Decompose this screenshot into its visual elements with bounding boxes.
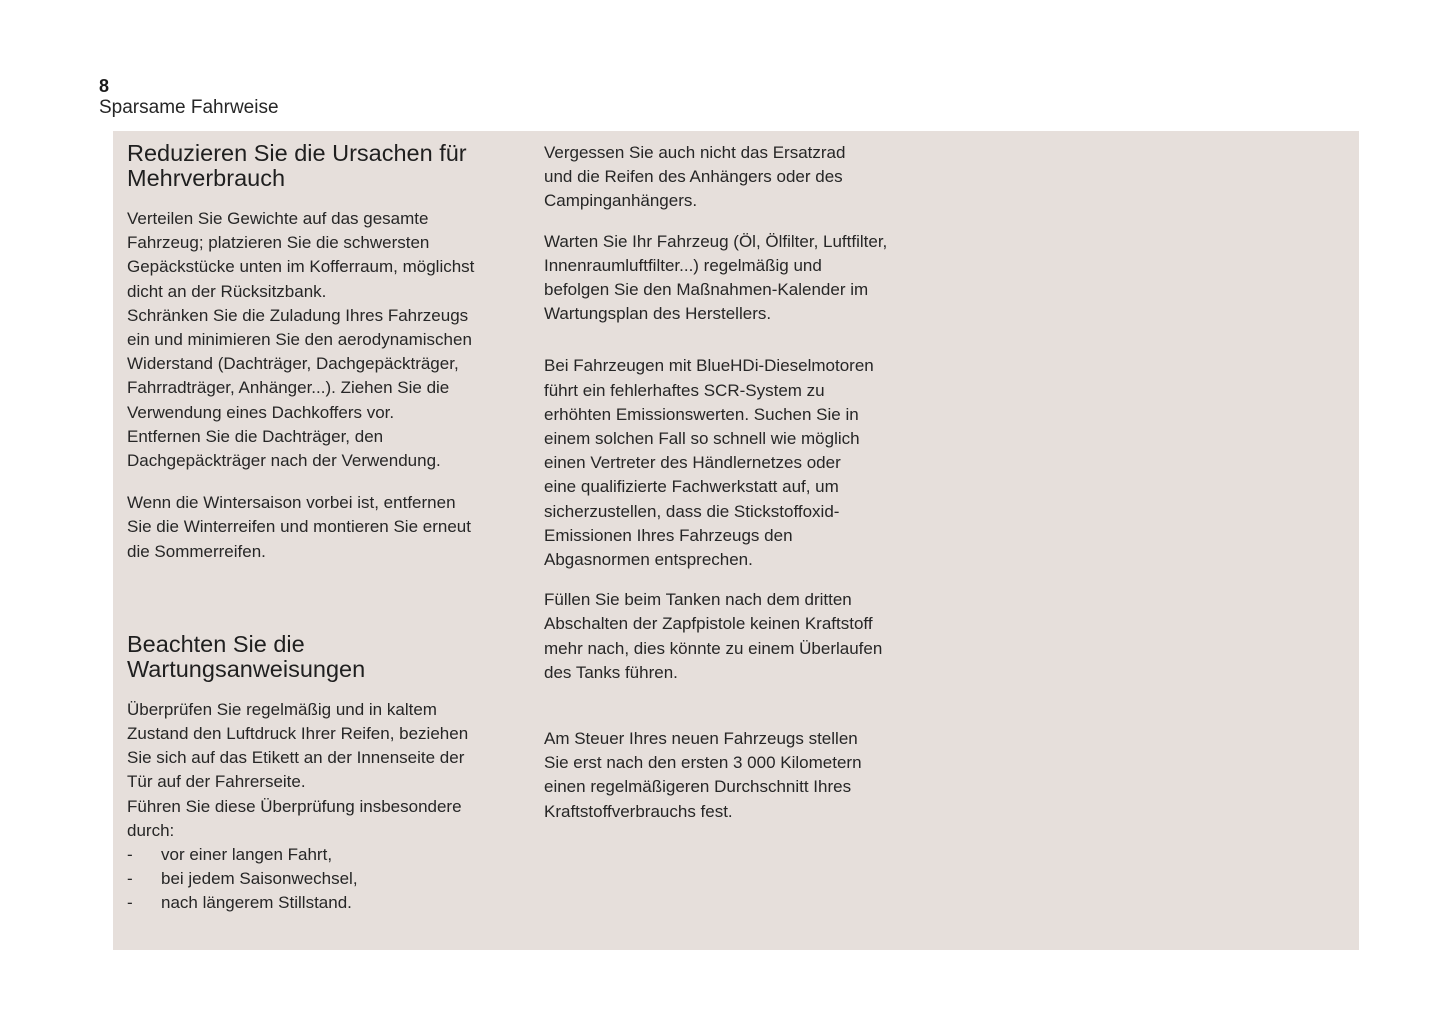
left-column — [127, 141, 522, 916]
text-line: Wartungsplan des Herstellers. — [544, 304, 772, 324]
text-line: Vergessen Sie auch nicht das Ersatzrad — [544, 143, 846, 162]
text-line: Zustand den Luftdruck Ihrer Reifen, beziehen — [127, 724, 469, 744]
paragraph-spare-wheel — [544, 141, 939, 214]
text-line: Dachgepäckträger nach der Verwendung. — [127, 451, 441, 471]
text-line: Kraftstoffverbrauchs fest. — [544, 801, 733, 821]
list-item: - nach längerem Stillstand. — [127, 891, 522, 915]
text-line: Verwendung eines Dachkoffers vor. — [127, 402, 395, 422]
text-line: Überprüfen Sie regelmäßig und in kaltem — [127, 699, 437, 719]
text-line: einem solchen Fall so schnell wie möglich — [544, 429, 860, 449]
text-line: befolgen Sie den Maßnahmen-Kalender im — [544, 280, 869, 300]
paragraph-winter-tyres — [127, 491, 522, 564]
text-line: Entfernen Sie die Dachträger, den — [127, 426, 384, 446]
text-line: die Sommerreifen. — [127, 541, 266, 561]
text-line: Abgasnormen entsprechen. — [544, 550, 753, 570]
tyre-check-list — [127, 843, 522, 916]
text-line: Fahrzeug; platzieren Sie die schwersten — [127, 233, 430, 253]
text-line: einen Vertreter des Händlernetzes oder — [544, 453, 841, 473]
text-line: erhöhten Emissionswerten. Suchen Sie in — [544, 404, 859, 424]
text-line: Tür auf der Fahrerseite. — [127, 772, 306, 792]
page-number: 8 — [99, 76, 110, 96]
text-line: Abschalten der Zapfpistole keinen Kraftstoff — [544, 614, 873, 634]
paragraph-new-vehicle — [544, 727, 939, 824]
text-line: Wenn die Wintersaison vorbei ist, entfernen — [127, 493, 456, 513]
text-line: Führen Sie diese Überprüfung insbesondere — [127, 796, 462, 816]
text-line: sicherzustellen, dass die Stickstoffoxid- — [544, 501, 840, 521]
text-line: Warten Sie Ihr Fahrzeug (Öl, Ölfilter, Luftfilter, — [544, 231, 888, 251]
text-line: Gepäckstücke unten im Kofferraum, möglichst — [127, 257, 475, 277]
list-item: - vor einer langen Fahrt, — [127, 843, 522, 867]
text-line: durch: — [127, 820, 175, 840]
list-dash: - — [127, 845, 133, 865]
list-dash: - — [127, 869, 133, 889]
text-line: führt ein fehlerhaftes SCR-System zu — [544, 380, 825, 400]
paragraph-tyre-pressure — [127, 698, 522, 843]
text-line: Sie die Winterreifen und montieren Sie erneut — [127, 517, 471, 537]
text-line: Widerstand (Dachträger, Dachgepäckträger, — [127, 354, 459, 374]
text-line: ein und minimieren Sie den aerodynamischen — [127, 330, 472, 350]
text-line: Bei Fahrzeugen mit BlueHDi-Dieselmotoren — [544, 356, 874, 376]
paragraph-refuelling — [544, 588, 939, 685]
text-line: und die Reifen des Anhängers oder des — [544, 167, 843, 187]
text-line: eine qualifizierte Fachwerkstatt auf, um — [544, 477, 839, 497]
text-line: Fahrradträger, Anhänger...). Ziehen Sie die — [127, 378, 450, 398]
middle-column — [544, 141, 939, 824]
paragraph-service-vehicle — [544, 230, 939, 327]
text-line: Verteilen Sie Gewichte auf das gesamte — [127, 209, 429, 228]
content-panel — [113, 131, 1359, 950]
paragraph-bluehdi-scr — [544, 354, 939, 572]
text-line: Schränken Sie die Zuladung Ihres Fahrzeugs — [127, 305, 469, 325]
text-line: Sie sich auf das Etikett an der Innenseite der — [127, 748, 465, 768]
text-line: Füllen Sie beim Tanken nach dem dritten — [544, 590, 852, 610]
text-line: Campinganhängers. — [544, 191, 698, 211]
text-line: des Tanks führen. — [544, 662, 678, 682]
list-item: - bei jedem Saisonwechsel, — [127, 867, 522, 891]
text-line: mehr nach, dies könnte zu einem Überlaufen — [544, 638, 883, 658]
heading-reduce-consumption: Reduzieren Sie die Ursachen für Mehrverbrauch — [127, 140, 467, 191]
text-line: Innenraumluftfilter...) regelmäßig und — [544, 255, 822, 275]
text-line: Emissionen Ihres Fahrzeugs den — [544, 525, 793, 545]
page-header — [99, 76, 279, 119]
text-line: Am Steuer Ihres neuen Fahrzeugs stellen — [544, 729, 858, 749]
heading-maintenance: Beachten Sie die Wartungsanweisungen — [127, 630, 366, 682]
list-dash: - — [127, 893, 133, 913]
text-line: dicht an der Rücksitzbank. — [127, 281, 327, 301]
text-line: einen regelmäßigeren Durchschnitt Ihres — [544, 777, 852, 797]
section-title: Sparsame Fahrweise — [99, 97, 279, 118]
text-line: Sie erst nach den ersten 3 000 Kilometern — [544, 753, 862, 773]
paragraph-weight-distribution — [127, 207, 522, 473]
